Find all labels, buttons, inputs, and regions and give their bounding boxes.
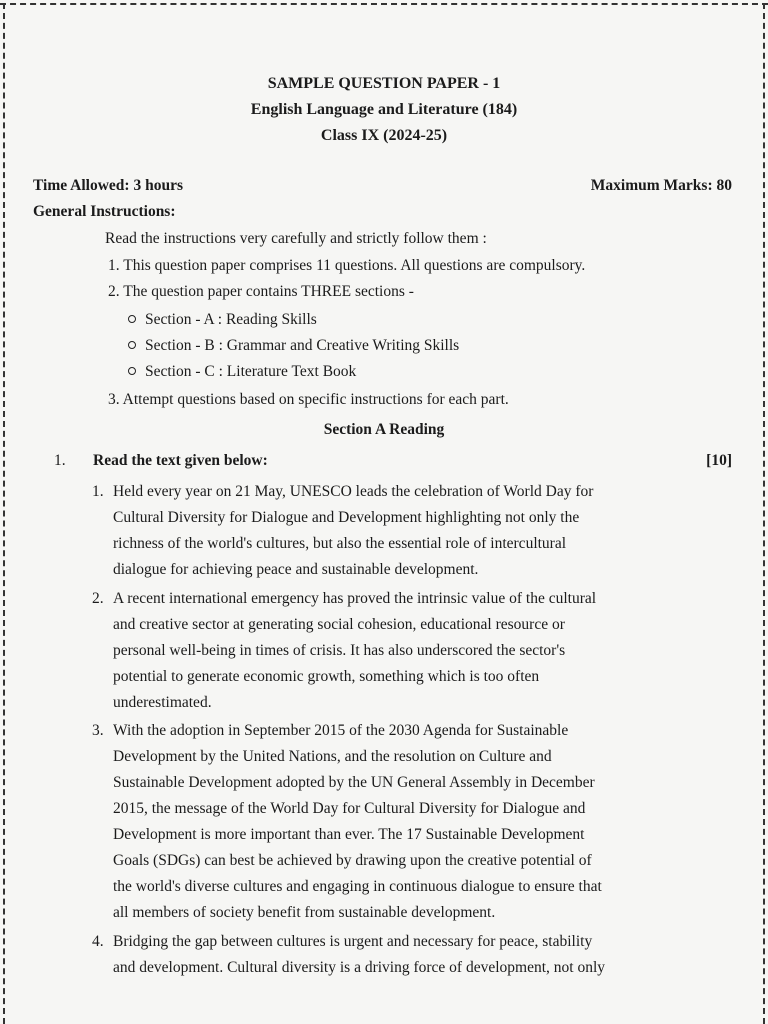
paragraph-line: personal well-being in times of crisis. It has also underscored the sector's bbox=[113, 642, 566, 659]
section-list-label: Section - C : Literature Text Book bbox=[145, 363, 357, 380]
paragraph-line: A recent international emergency has proved the intrinsic value of the cultural bbox=[113, 590, 597, 607]
paragraph-line: With the adoption in September 2015 of the 2030 Agenda for Sustainable bbox=[113, 722, 569, 739]
paper-class: Class IX (2024-25) bbox=[320, 127, 448, 144]
bullet-circle-icon bbox=[128, 367, 136, 375]
paragraph-line: all members of society benefit from sustainable development. bbox=[113, 904, 496, 921]
passage-paragraph bbox=[92, 929, 702, 981]
instruction-item: 2. The question paper contains THREE sections - bbox=[108, 283, 414, 300]
paragraph-line: underestimated. bbox=[113, 694, 212, 711]
paragraph-line: and development. Cultural diversity is a driving force of development, not only bbox=[113, 959, 606, 976]
maximum-marks: Maximum Marks: 80 bbox=[590, 177, 732, 194]
general-instructions-heading: General Instructions: bbox=[33, 203, 176, 220]
paper-title: SAMPLE QUESTION PAPER - 1 bbox=[267, 75, 501, 92]
paragraph-number: 3. bbox=[92, 722, 104, 739]
paragraph-line: Development by the United Nations, and the resolution on Culture and bbox=[113, 748, 552, 765]
paragraph-line: potential to generate economic growth, something which is too often bbox=[113, 668, 540, 685]
paragraph-line: Held every year on 21 May, UNESCO leads the celebration of World Day for bbox=[113, 483, 594, 500]
instruction-item: 1. This question paper comprises 11 questions. All questions are compulsory. bbox=[108, 257, 586, 274]
paragraph-line: Bridging the gap between cultures is urgent and necessary for peace, stability bbox=[113, 933, 593, 950]
passage-paragraph bbox=[92, 479, 702, 583]
passage-paragraph bbox=[92, 586, 702, 716]
paragraph-line: the world's diverse cultures and engaging in continuous dialogue to ensure that bbox=[113, 878, 602, 895]
paragraph-line: Sustainable Development adopted by the UN General Assembly in December bbox=[113, 774, 595, 791]
paragraph-line: Goals (SDGs) can best be achieved by drawing upon the creative potential of bbox=[113, 852, 592, 869]
paper-subject: English Language and Literature (184) bbox=[250, 101, 518, 118]
section-list-item bbox=[128, 337, 459, 355]
paragraph-line: Cultural Diversity for Dialogue and Development highlighting not only the bbox=[113, 509, 580, 526]
paragraph-line: Development is more important than ever. The 17 Sustainable Development bbox=[113, 826, 585, 843]
section-list-item bbox=[128, 363, 356, 381]
question-number: 1. bbox=[54, 452, 66, 469]
question-text: Read the text given below: bbox=[93, 452, 268, 469]
instructions-intro: Read the instructions very carefully and strictly follow them : bbox=[105, 230, 487, 247]
paragraph-line: richness of the world's cultures, but also the essential role of intercultural bbox=[113, 535, 567, 552]
page-border-left bbox=[3, 3, 5, 1024]
section-list-label: Section - A : Reading Skills bbox=[145, 311, 317, 328]
section-list-item bbox=[128, 311, 317, 329]
page-border-right bbox=[763, 3, 765, 1024]
time-allowed: Time Allowed: 3 hours bbox=[33, 177, 183, 194]
section-a-title: Section A Reading bbox=[323, 421, 445, 438]
passage-paragraph bbox=[92, 718, 702, 926]
section-list-label: Section - B : Grammar and Creative Writing Skills bbox=[145, 337, 460, 354]
bullet-circle-icon bbox=[128, 315, 136, 323]
paragraph-number: 1. bbox=[92, 483, 104, 500]
question-marks: [10] bbox=[706, 452, 732, 469]
paragraph-line: and creative sector at generating social cohesion, educational resource or bbox=[113, 616, 565, 633]
paragraph-number: 2. bbox=[92, 590, 104, 607]
page-border-top bbox=[0, 3, 768, 5]
paragraph-line: dialogue for achieving peace and sustainable development. bbox=[113, 561, 479, 578]
instruction-item: 3. Attempt questions based on specific instructions for each part. bbox=[108, 391, 509, 408]
bullet-circle-icon bbox=[128, 341, 136, 349]
paragraph-number: 4. bbox=[92, 933, 104, 950]
paragraph-line: 2015, the message of the World Day for Cultural Diversity for Dialogue and bbox=[113, 800, 586, 817]
